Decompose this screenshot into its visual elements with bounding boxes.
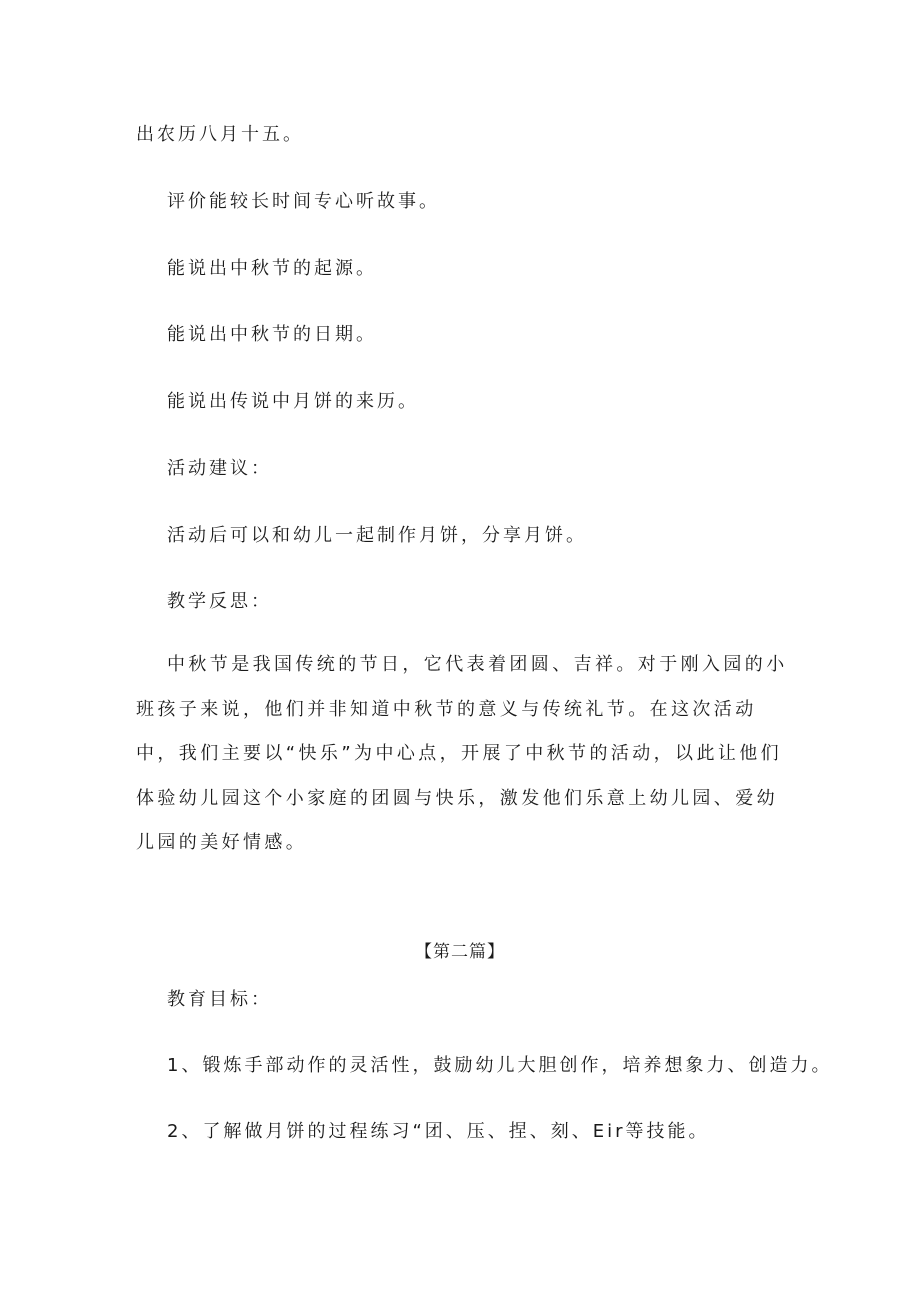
goal-item: 2、了解做月饼的过程练习“团、压、捏、刻、Eir等技能。	[167, 1121, 710, 1142]
section-label: 活动建议：	[167, 458, 272, 479]
section-label: 教育目标：	[167, 989, 272, 1010]
goal-item: 1、锻炼手部动作的灵活性，鼓励幼儿大胆创作，培养想象力、创造力。	[167, 1055, 833, 1076]
text-line: 能说出中秋节的起源。	[167, 258, 377, 279]
section-heading: 【第二篇】	[415, 942, 505, 962]
text-line: 能说出中秋节的日期。	[167, 324, 377, 345]
text-line: 评价能较长时间专心听故事。	[167, 191, 440, 212]
text-line: 出农历八月十五。	[136, 124, 304, 145]
text-line: 能说出传说中月饼的来历。	[167, 391, 419, 412]
reflection-paragraph: 中秋节是我国传统的节日，它代表着团圆、吉祥。对于刚入园的小班孩子来说，他们并非知道中秋节的意义与传统礼节。在这次活动中，我们主要以“快乐”为中心点，开展了中秋节的活动，以此让他们体验幼儿园这个小家庭的团圆与快乐，激发他们乐意上幼儿园、爱幼儿园的美好情感。	[136, 654, 788, 853]
section-label: 教学反思：	[167, 591, 272, 612]
text-line: 活动后可以和幼儿一起制作月饼，分享月饼。	[167, 525, 587, 546]
